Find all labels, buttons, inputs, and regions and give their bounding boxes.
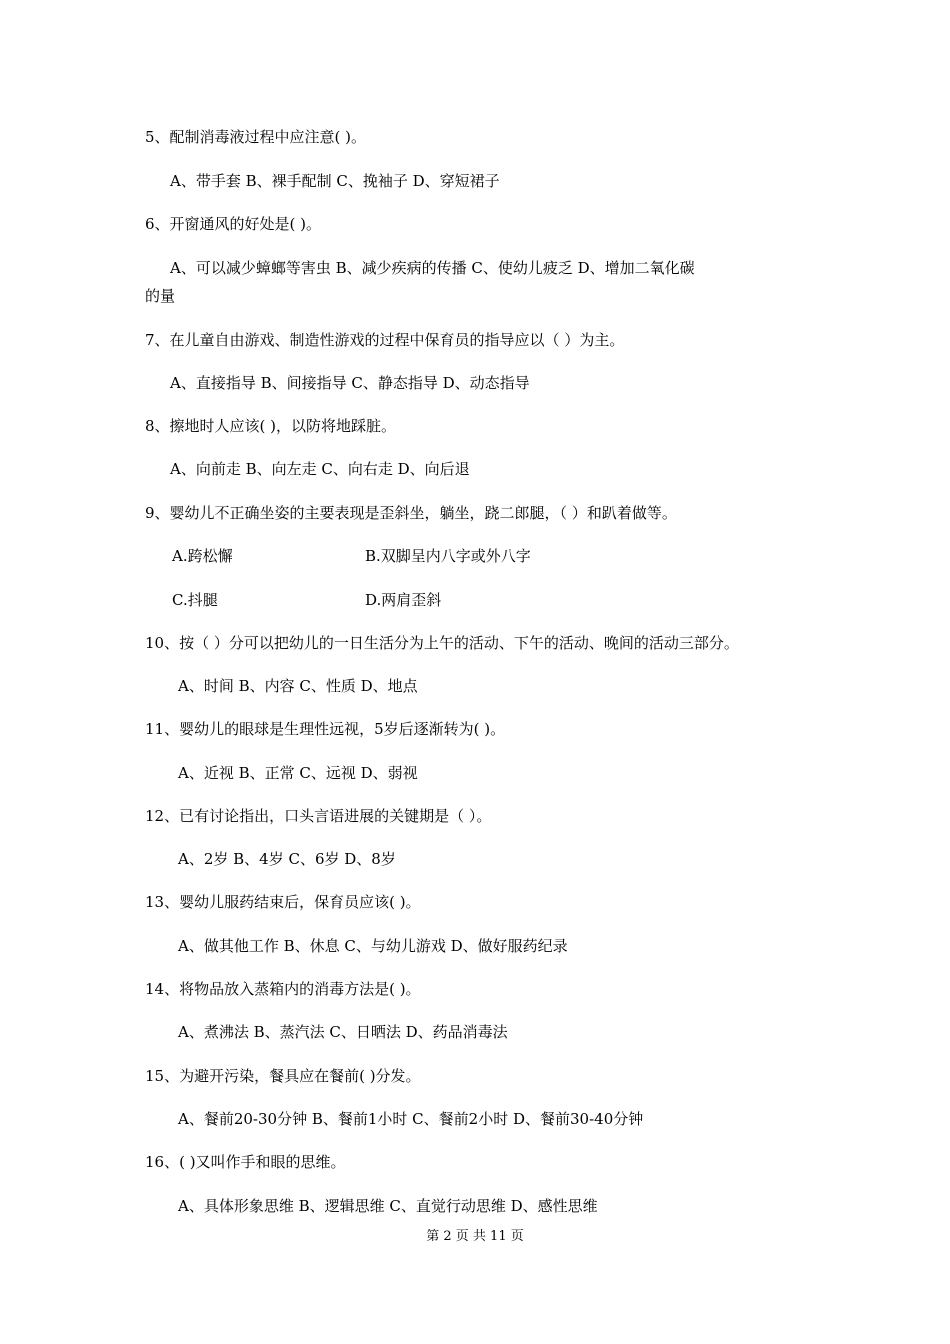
question-11: 11、婴幼儿的眼球是生理性远视，5岁后逐渐转为( )。	[145, 720, 506, 738]
question-9-option-b: B.双脚呈内八字或外八字	[365, 547, 531, 565]
page-number-footer: 第 2 页 共 11 页	[426, 1229, 524, 1244]
question-10: 10、按（ ）分可以把幼儿的一日生活分为上午的活动、下午的活动、晚间的活动三部分。	[145, 634, 739, 652]
question-7-options: A、直接指导 B、间接指导 C、静态指导 D、动态指导	[170, 374, 530, 392]
question-11-options: A、近视 B、正常 C、远视 D、弱视	[178, 764, 418, 782]
question-16: 16、( )又叫作手和眼的思维。	[145, 1153, 346, 1171]
question-15-options: A、餐前20-30分钟 B、餐前1小时 C、餐前2小时 D、餐前30-40分钟	[178, 1110, 644, 1128]
question-16-options: A、具体形象思维 B、逻辑思维 C、直觉行动思维 D、感性思维	[178, 1197, 598, 1215]
question-9-option-c: C.抖腿	[172, 591, 218, 609]
question-7: 7、在儿童自由游戏、制造性游戏的过程中保育员的指导应以（ ）为主。	[145, 331, 625, 349]
question-5-options: A、带手套 B、裸手配制 C、挽袖子 D、穿短裙子	[170, 172, 500, 190]
question-15: 15、为避开污染，餐具应在餐前( )分发。	[145, 1067, 421, 1085]
question-6-options-continued: 的量	[145, 287, 176, 305]
question-12-options: A、2岁 B、4岁 C、6岁 D、8岁	[178, 850, 396, 868]
question-9: 9、婴幼儿不正确坐姿的主要表现是歪斜坐，躺坐，跷二郎腿，（ ）和趴着做等。	[145, 504, 677, 522]
question-8-options: A、向前走 B、向左走 C、向右走 D、向后退	[170, 460, 470, 478]
question-8: 8、擦地时人应该( )，以防将地踩脏。	[145, 417, 397, 435]
question-12: 12、已有讨论指出，口头言语进展的关键期是（ ）。	[145, 807, 492, 825]
question-13-options: A、做其他工作 B、休息 C、与幼儿游戏 D、做好服药纪录	[178, 937, 568, 955]
question-6: 6、开窗通风的好处是( )。	[145, 215, 322, 233]
question-9-option-d: D.两肩歪斜	[365, 591, 442, 609]
question-5: 5、配制消毒液过程中应注意( )。	[145, 128, 367, 146]
question-9-option-a: A.跨松懈	[172, 547, 233, 565]
question-6-options: A、可以减少蟑螂等害虫 B、减少疾病的传播 C、使幼儿疲乏 D、增加二氧化碳	[170, 259, 695, 277]
question-13: 13、婴幼儿服药结束后，保育员应该( )。	[145, 893, 421, 911]
question-14: 14、将物品放入蒸箱内的消毒方法是( )。	[145, 980, 421, 998]
question-10-options: A、时间 B、内容 C、性质 D、地点	[178, 677, 418, 695]
question-14-options: A、煮沸法 B、蒸汽法 C、日晒法 D、药品消毒法	[178, 1023, 508, 1041]
